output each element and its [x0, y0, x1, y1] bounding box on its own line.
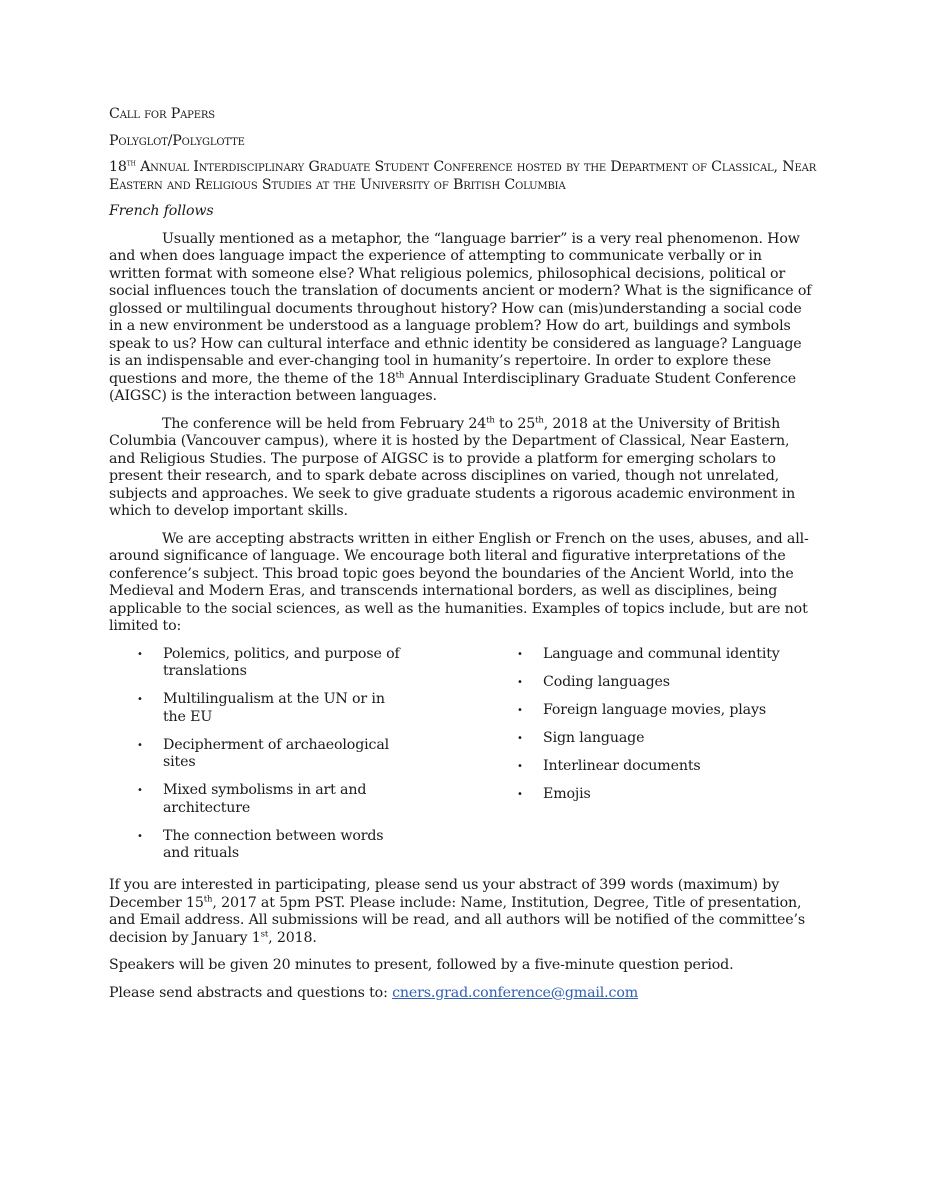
topic-label: Foreign language movies, plays — [543, 701, 766, 718]
bullet-icon: • — [517, 704, 523, 716]
bullet-icon: • — [517, 648, 523, 660]
conference-details-paragraph: The conference will be held from February 24th to 25th, 2018 at the University of British Columbia (Vancouver campus), where it is hosted by the Department of Classical, Near Eastern, and Religious Studies. The purpose of AIGSC is to provide a platform for emerging scholars to present their research, and to spark debate across disciplines on varied, though not unrelated, subjects and approaches. We seek to give graduate students a rigorous academic environment in which to develop important skills. — [109, 414, 796, 519]
call-for-papers-heading: Call for Papers — [109, 106, 215, 122]
topic-label: Decipherment of archaeological sites — [163, 736, 390, 770]
bullet-icon: • — [137, 648, 143, 660]
topics-right-column — [489, 646, 809, 874]
topic-label: Coding languages — [543, 673, 670, 690]
topic-label: Interlinear documents — [543, 757, 701, 774]
topic-list-item — [489, 646, 803, 664]
topic-label: Mixed symbolisms in art and architecture — [163, 782, 367, 816]
topic-label: The connection between words and rituals — [163, 827, 384, 861]
abstracts-paragraph: We are accepting abstracts written in either English or French on the uses, abuses, and all-around significance of language. We encourage both literal and figurative interpretations of the conference’s subject. This broad topic goes beyond the boundaries of the Ancient World, into the Medieval and Modern Eras, and transcends international borders, as well as disciplines, being applicable to the social sciences, as well as the humanities. Examples of topics include, but are not limited to: — [109, 530, 809, 634]
intro-paragraph: Usually mentioned as a metaphor, the “language barrier” is a very real phenomenon. How and when does language impact the experience of attempting to communicate verbally or in written format with someone else? What religious polemics, philosophical decisions, political or social influences touch the translation of documents ancient or modern? What is the significance of glossed or multilingual documents throughout history? How can (mis)understanding a social code in a new environment be understood as a language problem? How do art, buildings and symbols speak to us? How can cultural interface and ethnic identity be considered as language? Language is an indispensable and ever-changing tool in humanity’s repertoire. In order to explore these questions and more, the theme of the 18th Annual Interdisciplinary Graduate Student Conference (AIGSC) is the interaction between languages. — [109, 230, 812, 404]
bullet-icon: • — [517, 732, 523, 744]
bullet-icon: • — [137, 830, 143, 842]
document-page — [109, 106, 817, 1012]
topic-list-item — [109, 646, 408, 681]
topic-list-item — [489, 786, 803, 804]
topic-list-item — [109, 782, 408, 817]
conference-description: 18th Annual Interdisciplinary Graduate Student Conference hosted by the Department of Classical, Near Eastern and Religious Studies at the University of British Columbia — [109, 158, 817, 193]
bullet-icon: • — [137, 785, 143, 796]
topic-label: Polemics, politics, and purpose of translations — [163, 645, 400, 679]
bullet-icon: • — [517, 676, 523, 688]
topic-list-item — [489, 758, 803, 776]
topic-list-item — [489, 674, 803, 692]
bullet-icon: • — [517, 760, 523, 772]
french-follows-note: French follows — [109, 203, 214, 219]
speakers-paragraph: Speakers will be given 20 minutes to present, followed by a five-minute question period. — [109, 957, 734, 973]
topic-list-item — [489, 730, 803, 748]
topic-label: Sign language — [543, 729, 645, 746]
topic-list-item — [109, 828, 408, 863]
contact-email-link[interactable]: cners.grad.conference@gmail.com — [392, 984, 639, 1001]
bullet-icon: • — [517, 788, 523, 800]
bullet-icon: • — [137, 739, 143, 751]
topic-list-item — [109, 737, 408, 772]
bullet-icon: • — [137, 694, 143, 705]
topic-label: Language and communal identity — [543, 645, 780, 662]
submission-paragraph: If you are interested in participating, please send us your abstract of 399 words (maximum) by December 15th, 2017 at 5pm PST. Please include: Name, Institution, Degree, Title of presentation, and Email address. All submissions will be read, and all authors will be notified of the committee’s decision by January 1st, 2018. — [109, 877, 805, 946]
topics-left-column — [109, 646, 489, 874]
topic-list-item — [109, 691, 408, 726]
contact-paragraph: Please send abstracts and questions to: cners.grad.conference@gmail.com — [109, 984, 639, 1001]
topics-list — [109, 646, 817, 874]
topic-label: Emojis — [543, 785, 591, 802]
topic-list-item — [489, 702, 803, 720]
topic-label: Multilingualism at the UN or in the EU — [163, 691, 385, 725]
conference-title: Polyglot/Polyglotte — [109, 132, 245, 149]
